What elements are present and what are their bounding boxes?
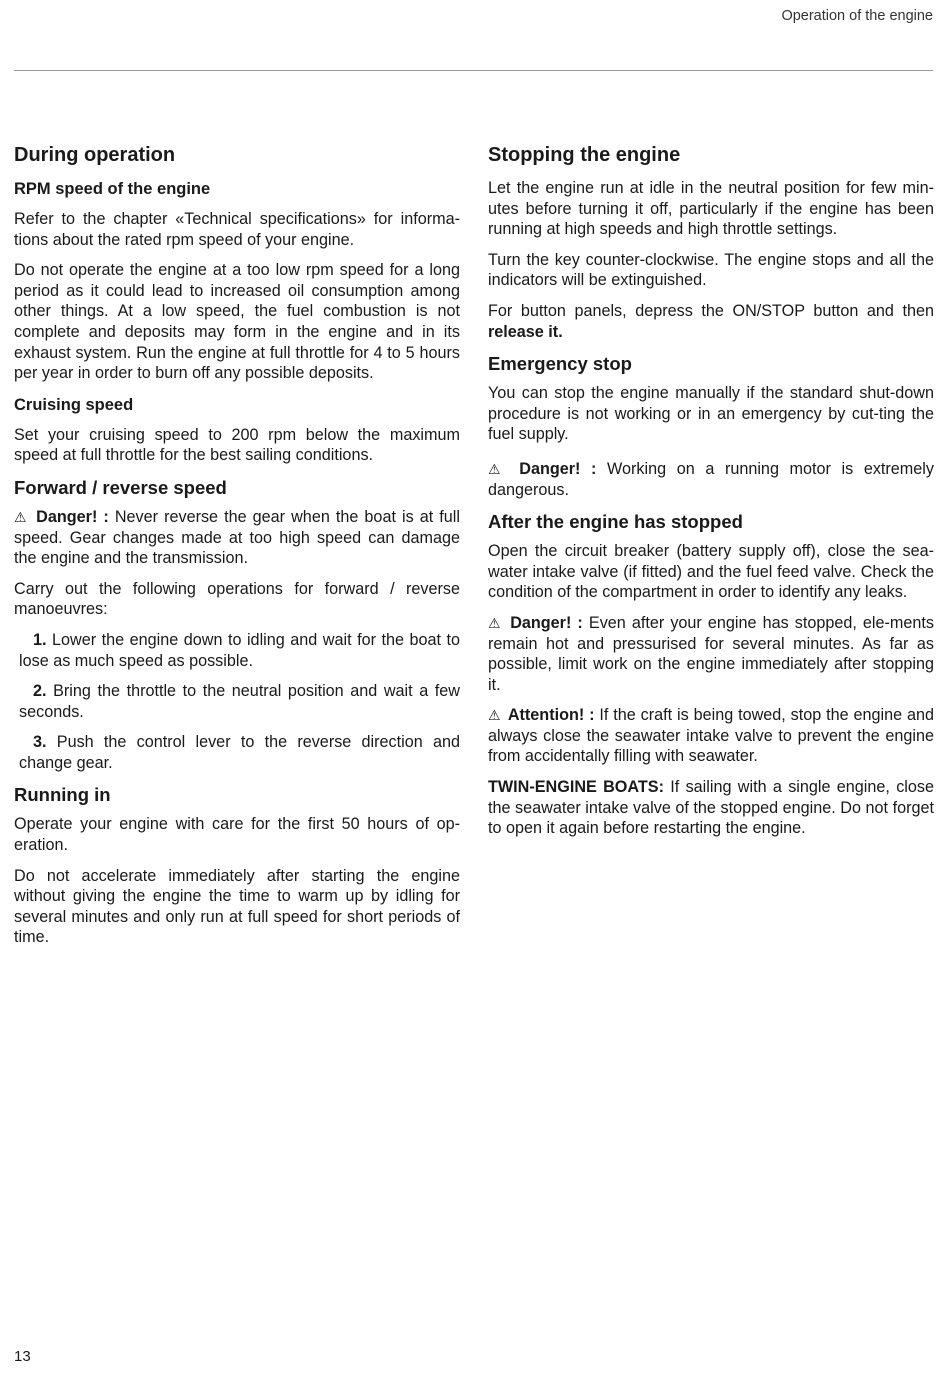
page-number: 13 [14,1348,31,1365]
paragraph: Carry out the following operations for forward / reverse manoeuvres: [14,579,460,619]
danger-label: Danger! : [510,613,583,632]
heading-emergency-stop: Emergency stop [488,353,632,375]
warning-triangle-icon: ⚠ [14,508,29,525]
heading-after-stopped: After the engine has stopped [488,511,743,533]
heading-running-in: Running in [14,784,111,806]
warning-triangle-icon: ⚠ [488,614,503,631]
right-column [488,142,934,849]
twin-engine-note [488,777,934,839]
step-number: 3. [33,733,47,752]
left-column [14,142,460,958]
attention-note [488,705,934,767]
paragraph: Operate your engine with care for the first 50 hours of op-eration. [14,815,460,855]
header-rule [14,70,933,71]
paragraph: Do not accelerate immediately after starting the engine without giving the engine the time to warm up by idling for several minutes and only run at full speed for short periods of time. [14,866,460,947]
danger-note [14,507,460,569]
heading-forward-reverse: Forward / reverse speed [14,476,227,498]
heading-cruising-speed: Cruising speed [14,395,134,414]
step-number: 2. [33,682,47,701]
step-text: Lower the engine down to idling and wait for the boat to lose as much speed as possible. [19,630,460,670]
danger-note [488,459,934,500]
step-text: Bring the throttle to the neutral position and wait a few seconds. [19,682,460,721]
paragraph-text: For button panels, depress the ON/STOP button and then [488,301,934,320]
danger-text: Even after your engine has stopped, ele-ments remain hot and pressurised for several minutes. As far as possible, limit work on the engine immediately after stopping it. [488,613,934,694]
heading-rpm-speed: RPM speed of the engine [14,180,211,198]
paragraph: Open the circuit breaker (battery supply off), close the sea-water intake valve (if fitted) and the fuel feed valve. Check the condition of the compartment in order to identify any leaks. [488,542,934,602]
paragraph [488,301,934,342]
paragraph: Turn the key counter-clockwise. The engine stops and all the indicators will be extinguished. [488,250,934,290]
danger-label: Danger! : [36,507,109,526]
danger-label: Danger! : [519,459,597,478]
list-item [14,681,460,722]
step-number: 1. [33,630,47,649]
paragraph-bold: release it. [488,322,563,341]
danger-text: Working on a running motor is extremely dangerous. [488,459,934,499]
warning-triangle-icon: ⚠ [488,707,501,724]
danger-text: Never reverse the gear when the boat is at full speed. Gear changes made at too high speed can damage the engine and the transmission. [14,507,460,568]
paragraph: Do not operate the engine at a too low rpm speed for a long period as it could lead to increased oil consumption among other things. At a low speed, the fuel combustion is not complete and deposits may form in the engine and in its exhaust system. Run the engine at full throttle for 4 to 5 hours per year in order to burn off any possible deposits. [14,261,460,383]
paragraph: Set your cruising speed to 200 rpm below the maximum speed at full throttle for the best sailing conditions. [14,425,460,465]
twin-engine-text: If sailing with a single engine, close the seawater intake valve of the stopped engine. Do not forget to open it again before restarting the engine. [488,778,934,838]
section-title-during-operation: During operation [14,144,176,166]
step-text: Push the control lever to the reverse direction and change gear. [19,733,460,772]
list-item [14,732,460,773]
section-title-stopping: Stopping the engine [488,144,681,166]
paragraph: Let the engine run at idle in the neutral position for few min-utes before turning it off, particularly if the engine has been running at high speeds and high throttle settings. [488,179,934,239]
attention-text: If the craft is being towed, stop the engine and always close the seawater intake valve to prevent the engine from accidentally filling with seawater. [488,706,934,766]
running-header: Operation of the engine [781,8,933,24]
danger-note [488,613,934,695]
warning-triangle-icon: ⚠ [488,460,507,477]
list-item [14,630,460,671]
paragraph: You can stop the engine manually if the standard shut-down procedure is not working or in an emergency by cut-ting the fuel supply. [488,384,934,444]
attention-label: Attention! : [507,706,595,725]
twin-engine-label: TWIN-ENGINE BOATS: [488,778,664,797]
paragraph: Refer to the chapter «Technical specifications» for informa-tions about the rated rpm speed of your engine. [14,210,460,249]
